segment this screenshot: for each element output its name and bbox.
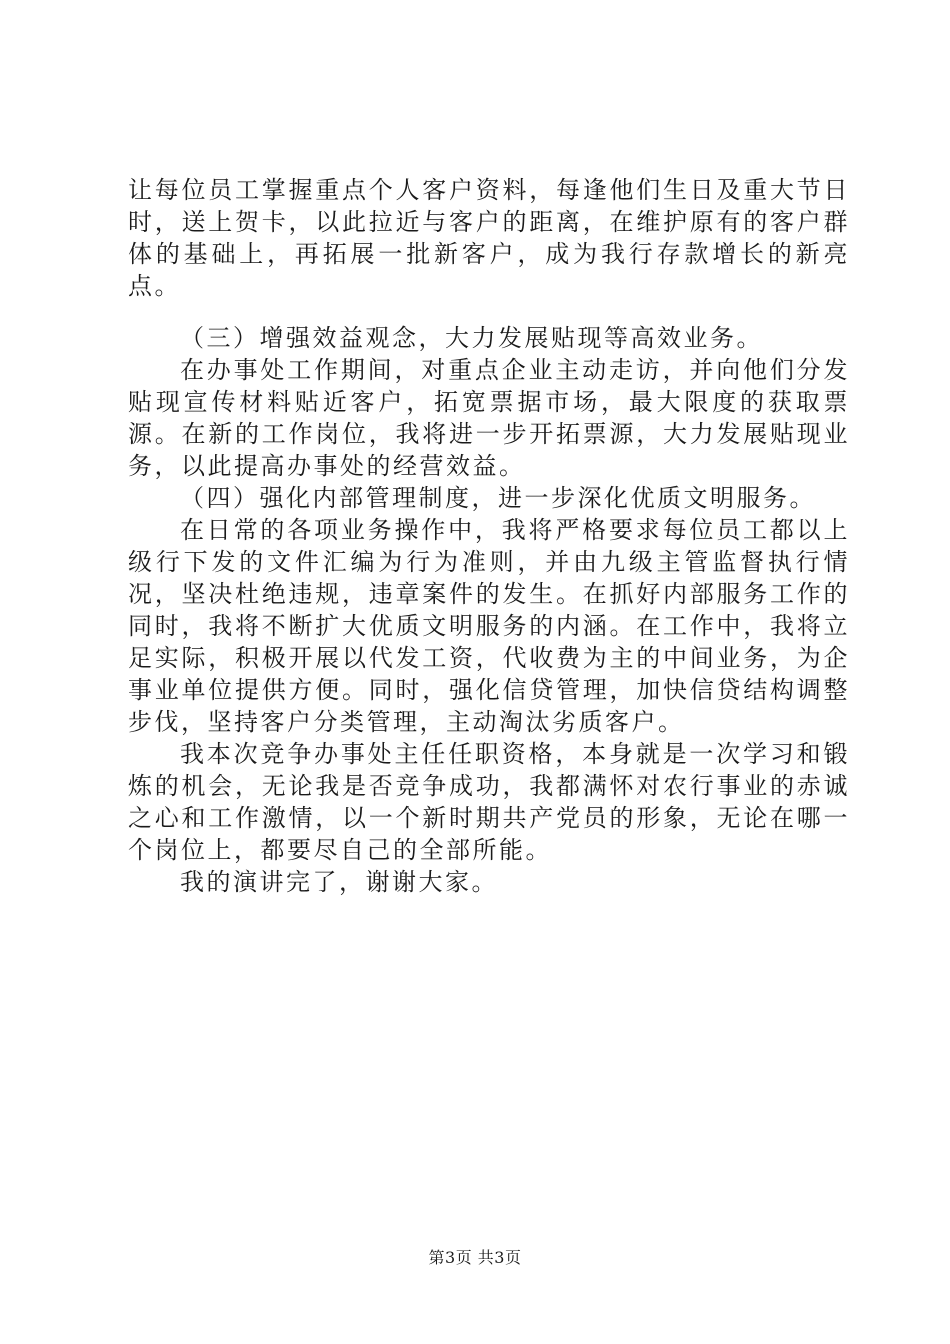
paragraph-internal-management: 在日常的各项业务操作中，我将严格要求每位员工都以上级行下发的文件汇编为行为准则，并由九级主管监督执行情况，坚决杜绝违规，违章案件的发生。在抓好内部服务工作的同时，我将不断扩大优质文明服务的内涵。在工作中，我将立足实际，积极开展以代发工资，代收费为主的中间业务，为企事业单位提供方便。同时，强化信贷管理，加快信贷结构调整步伐，坚持客户分类管理，主动淘汰劣质客户。 <box>128 516 850 736</box>
section-heading-4: （四）强化内部管理制度，进一步深化优质文明服务。 <box>180 484 816 512</box>
section-heading-3: （三）增强效益观念，大力发展贴现等高效业务。 <box>180 324 763 352</box>
paragraph-gap <box>128 302 850 322</box>
paragraph-competition-statement: 我本次竞争办事处主任任职资格，本身就是一次学习和锻炼的机会，无论我是否竞争成功，我都满怀对农行事业的赤诚之心和工作激情，以一个新时期共产党员的形象，无论在哪一个岗位上，都要尽自己的全部所能。 <box>128 740 850 864</box>
paragraph-continuation: 让每位员工掌握重点个人客户资料，每逢他们生日及重大节日时，送上贺卡，以此拉近与客户的距离，在维护原有的客户群体的基础上，再拓展一批新客户，成为我行存款增长的新亮点。 <box>128 176 850 300</box>
paragraph-closing: 我的演讲完了，谢谢大家。 <box>180 868 498 896</box>
paragraph-discount-business: 在办事处工作期间，对重点企业主动走访，并向他们分发贴现宣传材料贴近客户，拓宽票据市场，最大限度的获取票源。在新的工作岗位，我将进一步开拓票源，大力发展贴现业务，以此提高办事处的经营效益。 <box>128 356 850 480</box>
document-body <box>128 174 850 898</box>
page-number-footer: 第3页 共3页 <box>428 1248 522 1267</box>
